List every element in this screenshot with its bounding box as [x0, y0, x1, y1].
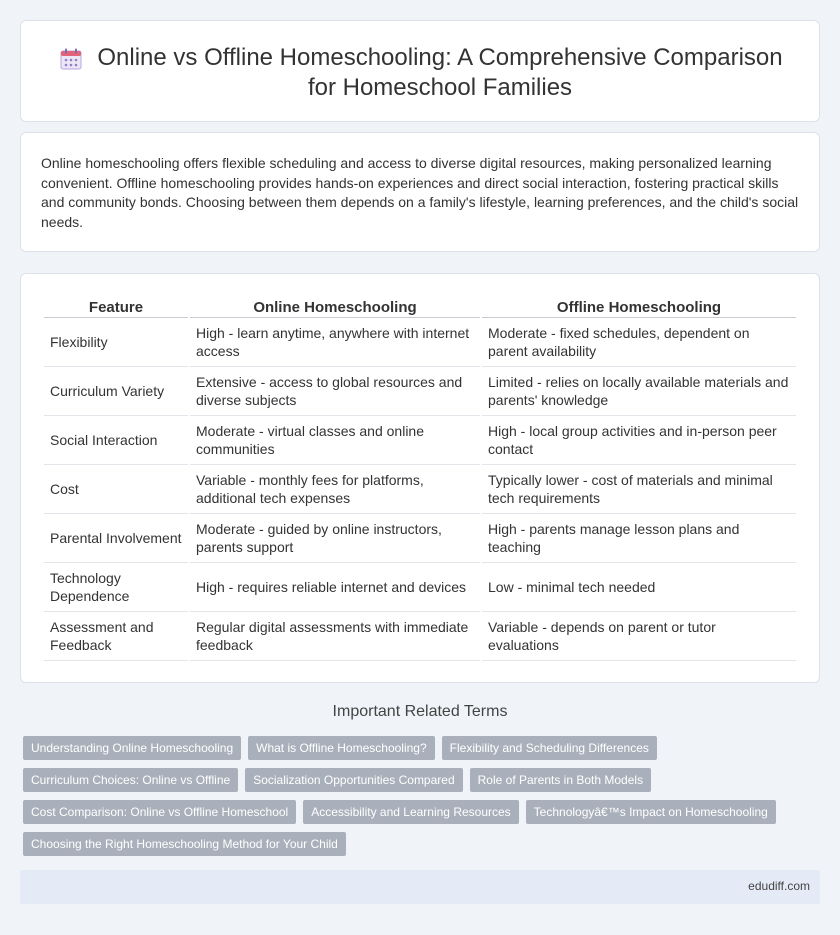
header-feature: Feature	[44, 296, 188, 318]
comparison-table-card	[20, 273, 820, 683]
page-title: Online vs Offline Homeschooling: A Comprehensive Comparison for Homeschool Families	[97, 44, 783, 101]
related-term-link[interactable]: Role of Parents in Both Models	[470, 768, 651, 792]
related-term-link[interactable]: Accessibility and Learning Resources	[303, 800, 518, 824]
online-cell: Variable - monthly fees for platforms, additional tech expenses	[190, 465, 480, 514]
calendar-icon	[59, 47, 83, 71]
comparison-table	[42, 296, 798, 661]
offline-cell: Typically lower - cost of materials and minimal tech requirements	[482, 465, 796, 514]
table-row	[44, 416, 796, 465]
related-term-link[interactable]: Choosing the Right Homeschooling Method for Your Child	[23, 832, 346, 856]
feature-cell: Social Interaction	[44, 416, 188, 465]
related-term-link[interactable]: Socialization Opportunities Compared	[245, 768, 462, 792]
feature-cell: Technology Dependence	[44, 563, 188, 612]
summary-text: Online homeschooling offers flexible scheduling and access to diverse digital resources, making personalized learning convenient. Offline homeschooling provides hands-on experiences and direct social interaction, fostering practical skills and community bonds. Choosing between them depends on a family's lifestyle, learning preferences, and the child's social needs.	[41, 155, 799, 230]
feature-cell: Assessment and Feedback	[44, 612, 188, 661]
table-row	[44, 318, 796, 367]
feature-cell: Cost	[44, 465, 188, 514]
related-term-link[interactable]: Understanding Online Homeschooling	[23, 736, 241, 760]
online-cell: Regular digital assessments with immediate feedback	[190, 612, 480, 661]
header-offline: Offline Homeschooling	[482, 296, 796, 318]
header-online: Online Homeschooling	[190, 296, 480, 318]
offline-cell: Variable - depends on parent or tutor evaluations	[482, 612, 796, 661]
table-row	[44, 563, 796, 612]
online-cell: Moderate - virtual classes and online communities	[190, 416, 480, 465]
related-terms-title: Important Related Terms	[332, 703, 508, 720]
table-row	[44, 612, 796, 661]
offline-cell: High - parents manage lesson plans and teaching	[482, 514, 796, 563]
table-row	[44, 465, 796, 514]
header-card	[20, 20, 820, 122]
related-term-link[interactable]: Cost Comparison: Online vs Offline Homeschool	[23, 800, 296, 824]
feature-cell: Curriculum Variety	[44, 367, 188, 416]
offline-cell: Moderate - fixed schedules, dependent on parent availability	[482, 318, 796, 367]
related-term-link[interactable]: Flexibility and Scheduling Differences	[442, 736, 657, 760]
summary-card	[20, 132, 820, 252]
related-term-link[interactable]: Curriculum Choices: Online vs Offline	[23, 768, 238, 792]
footer	[20, 870, 820, 904]
related-term-link[interactable]: Technologyâ€™s Impact on Homeschooling	[526, 800, 776, 824]
offline-cell: High - local group activities and in-person peer contact	[482, 416, 796, 465]
online-cell: High - learn anytime, anywhere with internet access	[190, 318, 480, 367]
table-row	[44, 514, 796, 563]
feature-cell: Flexibility	[44, 318, 188, 367]
online-cell: Extensive - access to global resources and diverse subjects	[190, 367, 480, 416]
footer-site-link[interactable]: edudiff.com	[748, 879, 810, 893]
feature-cell: Parental Involvement	[44, 514, 188, 563]
related-term-link[interactable]: What is Offline Homeschooling?	[248, 736, 435, 760]
online-cell: Moderate - guided by online instructors, parents support	[190, 514, 480, 563]
offline-cell: Low - minimal tech needed	[482, 563, 796, 612]
table-row	[44, 367, 796, 416]
table-header-row	[44, 296, 796, 318]
related-terms-list	[23, 736, 793, 856]
online-cell: High - requires reliable internet and devices	[190, 563, 480, 612]
offline-cell: Limited - relies on locally available materials and parents' knowledge	[482, 367, 796, 416]
